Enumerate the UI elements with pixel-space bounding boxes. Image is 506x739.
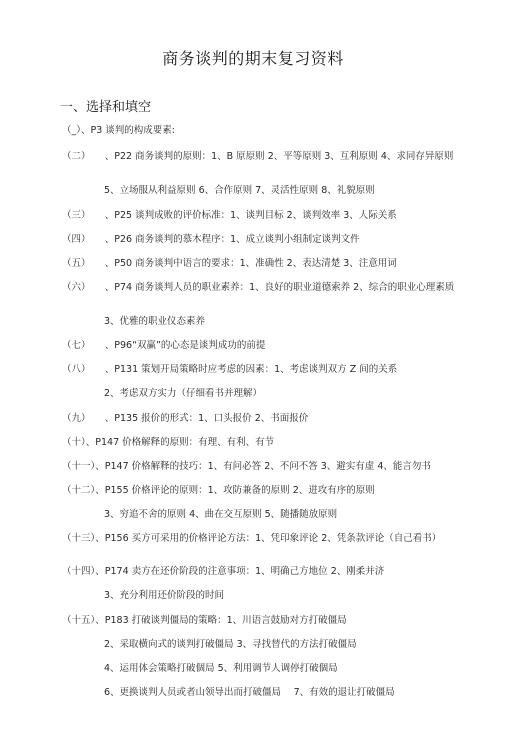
list-item: （十）、P147 价格解释的原则：有理、有利、有节 — [62, 437, 275, 448]
list-item: （六） 、P74 商务谈判人员的职业素养：1、良好的职业道德索养 2、综合的职业心理素质 — [62, 282, 455, 293]
list-item: 3、穷追不舍的原则 4、曲在交互原则 5、随播随放原则 — [104, 509, 338, 520]
list-item: （八） 、P131 策划开局策略时应考虑的因素：1、考虑谈判双方 Z 间的关系 — [62, 364, 398, 375]
list-item: 2、考虑双方实力（仔细看书并理解） — [104, 388, 263, 399]
list-item: （九） 、P135 报价的形式：1、口头报价 2、书面报价 — [62, 413, 309, 424]
list-item: （十二）、P155 价格评论的原则：1、攻防兼备的原则 2、进攻有序的原则 — [62, 485, 375, 496]
list-item: 3、优雅的职业仪态素养 — [104, 316, 206, 327]
list-item: （七） 、P96“双赢”的心态是谈判成功的前提 — [62, 340, 266, 351]
document-title: 商务谈判的期末复习资料 — [162, 49, 344, 68]
list-item: （十四）、P174 卖方在还价阶段的注意事项：1、明确己方地位 2、刚柔并济 — [62, 566, 385, 577]
list-item: 4、运用体会策略打破個局 5、利用调节人调停打破個局 — [104, 663, 338, 674]
list-item: （十三）、P156 买方可采用的价格评论方法：1、凭印象评论 2、凭条款评论（自己看书） — [62, 533, 442, 544]
list-item: 6、更换谈判人员或者山领导出而打破僵局 7、有效的退让打破僵局 — [104, 687, 395, 698]
list-item: （十一）、P147 价格解释的技巧：1、有问必答 2、不问不答 3、避实有虚 4、能言勿书 — [62, 461, 431, 472]
list-item: 5、立场服从利益原则 6、合作原则 7、灵活性原则 8、礼貌原则 — [104, 185, 375, 196]
list-item: （十五）、P183 打破谈判僵局的策略：1、川语言鼓励对方打破僵局 — [62, 615, 347, 626]
list-item: （五） 、P50 商务谈判中语言的要求：1、准确性 2、表达清楚 3、注意用词 — [62, 258, 397, 269]
list-item: （二） 、P22 商务谈判的原则：1、B 原原则 2、平等原则 3、互利原则 4、求同存异原则 — [62, 151, 454, 162]
list-item: （三） 、P25 谈判成败的评价标准：1、谈判目标 2、谈判效率 3、人际关系 — [62, 210, 397, 221]
list-item: 2、采取横向式的谈判打破僵局 3、寻找替代的方法打破僵局 — [104, 639, 357, 650]
list-item: （_）、P3 谈判的构成要素: — [62, 125, 175, 136]
list-item: 3、充分利用还价阶段的时间 — [104, 590, 225, 601]
section-heading: 一、选择和填空 — [60, 100, 152, 115]
list-item: （四） 、P26 商务谈判的慕木程序：1、成立谈判小组制定谈判文件 — [62, 234, 360, 245]
